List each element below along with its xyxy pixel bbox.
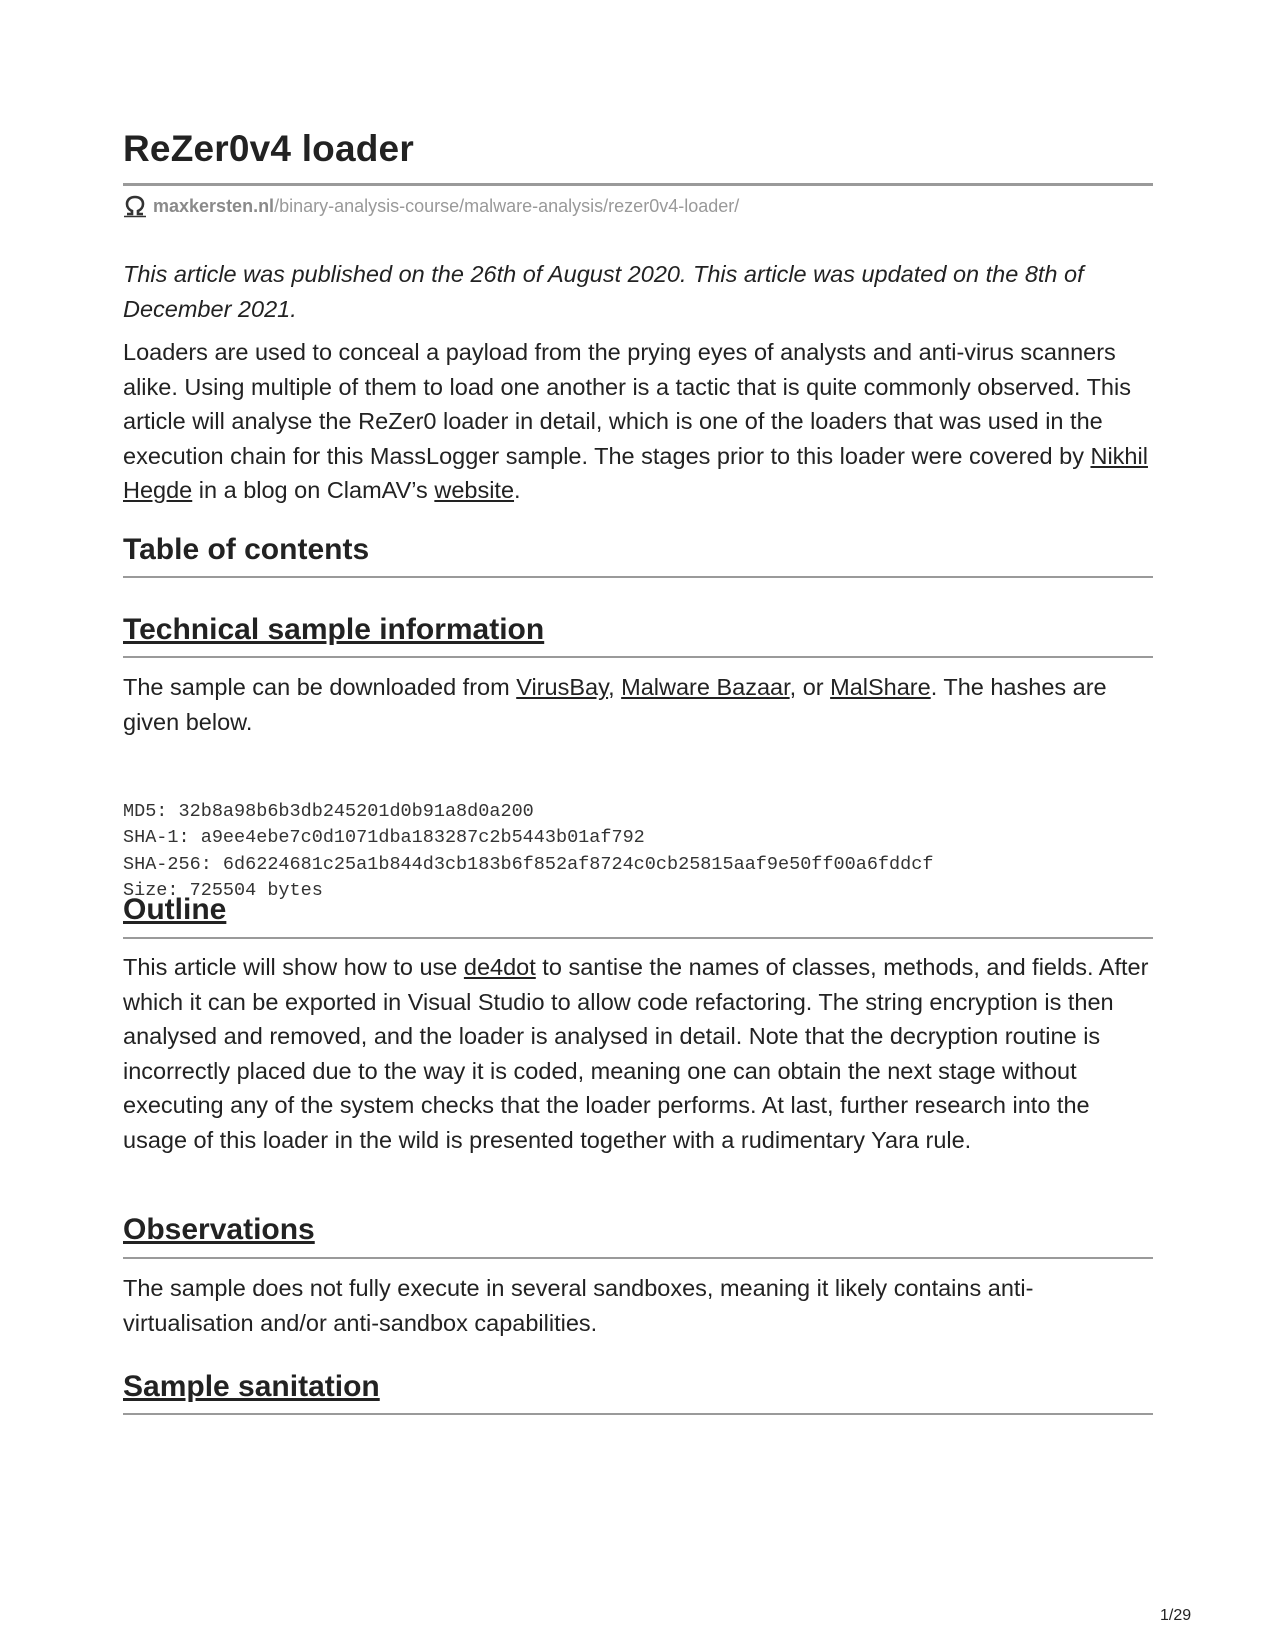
technical-heading[interactable]: [123, 613, 544, 647]
observations-heading-text[interactable]: Observations: [123, 1213, 315, 1246]
outline-text-end: to santise the names of classes, methods, and fields. After which it can be exported in Visual Studio to allow code refactoring. The string encryption is then analysed and removed, and the loader is analysed in detail. Note that the decryption routine is incorrectly placed due to the way it is coded, meaning one can obtain the next stage without executing any of the system checks that the loader performs. At last, further research into the usage of this loader in the wild is presented together with a rudimentary Yara rule.: [123, 954, 1149, 1153]
observations-heading[interactable]: [123, 1213, 315, 1247]
source-domain: maxkersten.nl: [153, 195, 275, 216]
source-path: /binary-analysis-course/malware-analysis/rezer0v4-loader/: [274, 195, 740, 216]
observations-divider: [123, 1257, 1153, 1259]
technical-heading-text[interactable]: Technical sample information: [123, 613, 545, 646]
malshare-link[interactable]: MalShare: [830, 674, 931, 700]
technical-text: The sample can be downloaded from: [123, 674, 517, 700]
intro-text-end: .: [514, 477, 521, 503]
intro-paragraph: [123, 335, 1153, 508]
de4dot-link[interactable]: de4dot: [463, 954, 536, 980]
size-line: Size: 725504 bytes: [123, 879, 323, 901]
publication-note: This article was published on the 26th of August 2020. This article was updated on the 8th of December 2021.: [123, 261, 1084, 322]
toc-heading: Table of contents: [123, 533, 370, 566]
outline-heading[interactable]: [123, 893, 226, 927]
virusbay-link[interactable]: VirusBay: [516, 674, 609, 700]
outline-divider: [123, 937, 1153, 939]
observations-paragraph: The sample does not fully execute in several sandboxes, meaning it likely contains anti-virtualisation and/or anti-sandbox capabilities.: [123, 1275, 1034, 1336]
outline-text: This article will show how to use: [123, 954, 464, 980]
intro-text: Loaders are used to conceal a payload from the prying eyes of analysts and anti-virus scanners alike. Using multiple of them to load one another is a tactic that is quite commonly observed. This article will analyse the ReZer0 loader in detail, which is one of the loaders that was used in the execution chain for this MassLogger sample. The stages prior to this loader were covered by: [123, 339, 1131, 469]
toc-divider: [123, 576, 1153, 578]
page-number: 1/29: [1160, 1607, 1192, 1624]
intro-text-mid: in a blog on ClamAV’s: [192, 477, 435, 503]
md5-line: MD5: 32b8a98b6b3db245201d0b91a8d0a200: [123, 801, 534, 822]
sanitation-divider: [123, 1413, 1153, 1415]
sha256-line: SHA-256: 6d6224681c25a1b844d3cb183b6f852af8724c0cb25815aaf9e50ff00a6fddcf: [123, 853, 934, 875]
outline-heading-text[interactable]: Outline: [123, 893, 227, 926]
sanitation-heading-text[interactable]: Sample sanitation: [123, 1370, 380, 1403]
page-title: ReZer0v4 loader: [123, 128, 414, 169]
outline-paragraph: [123, 950, 1153, 1157]
technical-sep: , or: [789, 674, 831, 700]
sanitation-heading[interactable]: [123, 1370, 380, 1404]
technical-text-end: . The hashes are given below.: [123, 674, 1107, 735]
hash-code-block: [123, 799, 933, 904]
malware-bazaar-link[interactable]: Malware Bazaar: [621, 674, 790, 700]
clamav-website-link[interactable]: website: [434, 477, 515, 503]
title-divider: [123, 183, 1153, 186]
technical-divider: [123, 656, 1153, 658]
source-url[interactable]: [123, 194, 739, 218]
nikhil-hegde-link[interactable]: Nikhil Hegde: [123, 442, 1148, 503]
sha1-line: SHA-1: a9ee4ebe7c0d1071dba183287c2b5443b01af792: [123, 827, 645, 849]
technical-paragraph: [123, 670, 1153, 739]
omega-icon: [123, 194, 147, 218]
technical-sep: ,: [608, 674, 622, 700]
